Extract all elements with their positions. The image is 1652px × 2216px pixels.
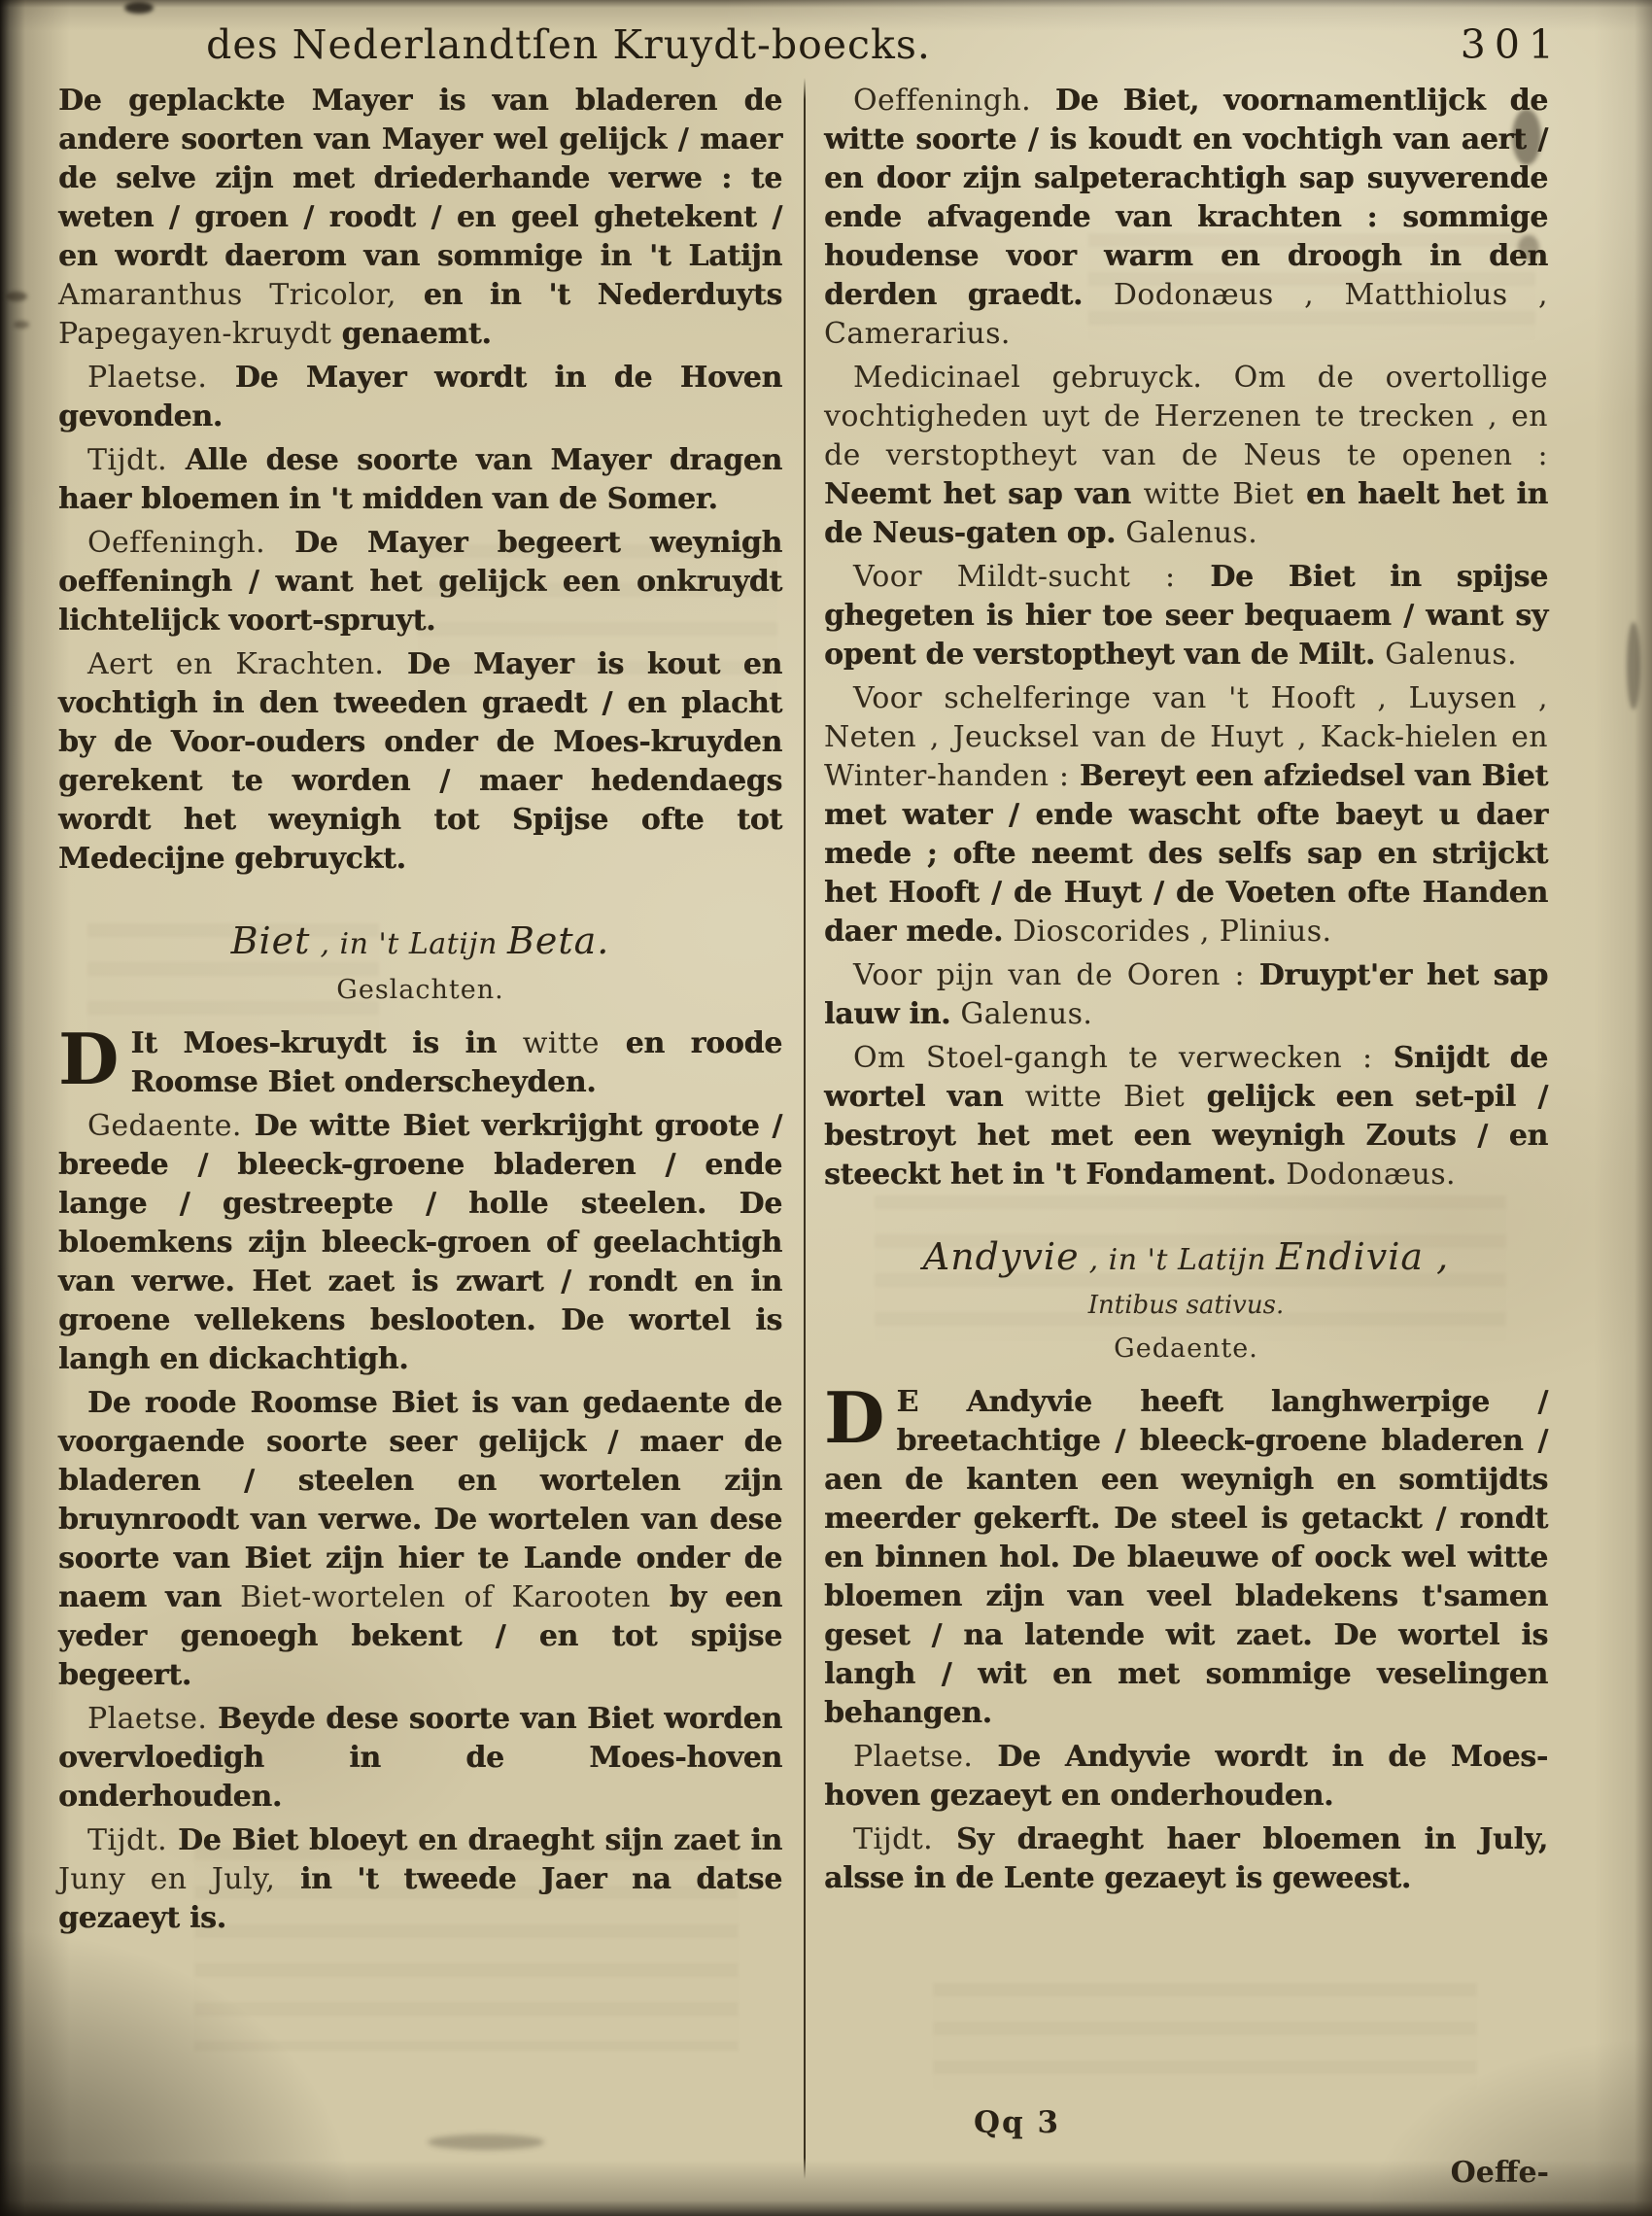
text-segment-bl: en in 't Nederduyts	[396, 278, 782, 312]
paragraph-remedy-mildt-sucht	[824, 558, 1548, 675]
text-segment-rom: Voor schelferinge van 't Hooft , Luysen , Neten , Jeucksel van de Huyt , Kack-hielen en Winter-handen :	[824, 681, 1548, 793]
text-segment-itlg: Biet	[230, 919, 311, 962]
text-segment-bl: by een yeder genoegh bekent / en tot spijse begeert.	[58, 1580, 783, 1692]
text-segment-itsm: , in 't Latijn	[310, 927, 507, 961]
text-segment-rom: Gedaente.	[87, 1109, 255, 1143]
text-segment-bl: De Biet, voornamentlijck de witte soorte / is koudt en vochtigh van aert / en door zijn salpeterachtigh sap suyverende ende afvagende van krachten : sommige houdense voor warm en droogh in den derden graedt.	[824, 84, 1549, 312]
text-segment-rom: Dioscorides , Plinius.	[1013, 915, 1332, 949]
text-segment-bl: E Andyvie heeft langhwerpige / breetachtige / bleeck-groene bladeren / aen de kanten een weynigh en somtijdts meerder gekerft. De steel is getackt / rondt en binnen hol. De blaeuwe of oock wel witte bloemen zijn van veel bladekens t'samen geset / na latende wit zaet. De wortel is langh / wit en met sommige veselingen behangen.	[824, 1385, 1548, 1730]
text-segment-bl: Druypt'er het sap lauw in.	[824, 958, 1548, 1031]
page-number: 301	[1460, 21, 1563, 68]
text-segment-rom: Dodonæus.	[1286, 1158, 1456, 1192]
text-segment-bl: en haelt het in de Neus-gaten op.	[824, 477, 1548, 550]
text-segment-rom: Tijdt.	[87, 443, 186, 477]
text-segment-rom: Voor pijn van de Ooren :	[853, 958, 1259, 992]
drop-cap-initial-d: D	[824, 1376, 885, 1459]
running-title: des Nederlandtſen Kruydt-boecks.	[206, 21, 931, 68]
text-segment-bl: genaemt.	[331, 317, 492, 351]
subheading-intibus-sativus: Intibus sativus.	[1087, 1291, 1285, 1320]
text-segment-bl: gelijck een set-pil / bestroyt het met een weynigh Zouts / en steeckt het in 't Fondament.	[824, 1080, 1548, 1192]
paragraph-mayer-tijdt	[58, 441, 782, 519]
subheading-geslachten: Geslachten.	[336, 975, 504, 1005]
subheading-gedaente: Gedaente.	[1114, 1333, 1258, 1364]
text-segment-bl: Alle dese soorte van Mayer dragen haer bloemen in 't midden van de Somer.	[58, 443, 782, 516]
text-segment-bl: Sy draeght haer bloemen in July, alsse in de Lente gezaeyt is geweest.	[824, 1822, 1548, 1895]
signature-mark: Qq 3	[974, 2105, 1061, 2140]
text-segment-rom: Biet-wortelen of Karooten	[240, 1580, 651, 1614]
text-segment-rom: Dodonæus , Matthiolus , Camerarius.	[824, 278, 1548, 351]
text-segment-bl: De Mayer begeert weynigh oeffeningh / want het gelijck een onkruydt lichtelijck voort-spruyt.	[58, 526, 782, 638]
chapter-heading-andyvie	[824, 1235, 1548, 1282]
paragraph-biet-oeffeningh	[824, 82, 1548, 354]
margin-ink-mark	[14, 321, 29, 329]
text-segment-rom: witte Biet	[1143, 477, 1294, 511]
text-segment-itlg: Endivia ,	[1276, 1235, 1450, 1278]
paragraph-remedy-ooren	[824, 956, 1548, 1034]
text-segment-bl: It Moes-kruydt is in	[130, 1026, 523, 1060]
paragraph-andyvie-gedaente	[824, 1376, 1548, 1733]
text-segment-rom: Galenus.	[1125, 516, 1258, 550]
paragraph-remedy-schelferinge	[824, 679, 1548, 952]
text-segment-bl: Bereyt een afziedsel van Biet met water / ende wascht ofte baeyt u daer mede ; ofte neemt des selfs sap en strijckt het Hooft / de Huyt / de Voeten ofte Handen daer mede.	[824, 759, 1548, 949]
text-segment-bl: De roode Roomse Biet is van gedaente de voorgaende soorte seer gelijck / maer de bladeren / steelen en wortelen zijn bruynroodt van verwe. De wortelen van dese soorte van Biet zijn hier te Lande onder de naem van	[58, 1386, 782, 1614]
text-segment-rom: Papegayen-kruydt	[58, 317, 332, 351]
text-segment-bl: en roode Roomse Biet onderscheyden.	[130, 1026, 782, 1099]
text-segment-rom: Amaranthus Tricolor,	[58, 278, 396, 312]
column-divider-rule	[804, 78, 806, 2179]
text-segment-rom: Tijdt.	[853, 1822, 956, 1856]
bleed-through-texture	[933, 1983, 1477, 2090]
text-segment-bl: Snijdt de wortel van	[824, 1041, 1548, 1114]
edge-mark	[1627, 622, 1640, 710]
text-segment-rom: Plaetse.	[87, 361, 235, 395]
text-segment-rom: Plaetse.	[853, 1740, 998, 1774]
paragraph-biet-medicinael-gebruyck	[824, 359, 1548, 553]
text-segment-itsm: , in 't Latijn	[1079, 1243, 1277, 1277]
text-segment-bl: De Biet bloeyt en draeght sijn zaet in	[177, 1823, 782, 1857]
text-segment-bl: De Mayer is kout en vochtigh in den tweeden graedt / en placht by de Voor-ouders onder de Moes-kruyden gerekent te worden / maer hedendaegs wordt het weynigh tot Spijse ofte tot Medecijne gebruyckt.	[58, 647, 782, 876]
text-segment-rom: Medicinael gebruyck. Om de overtollige vochtigheden uyt de Herzenen te trecken , en de verstoptheyt van de Neus te openen :	[824, 361, 1548, 472]
chapter-heading-biet	[58, 919, 782, 966]
text-segment-bl: De Andyvie wordt in de Moes-hoven gezaeyt en onderhouden.	[824, 1740, 1548, 1813]
text-segment-bl: De witte Biet verkrijght groote / breede / bleeck-groene bladeren / ende lange / gestreepte / holle steelen. De bloemkens zijn bleeck-groen of geelachtigh van verwe. Het zaet is zwart / rondt en in groene vellekens beslooten. De wortel is langh en dickachtigh.	[58, 1109, 782, 1376]
paragraph-biet-tijdt	[58, 1821, 782, 1938]
text-segment-rom: Tijdt.	[87, 1823, 178, 1857]
text-segment-rom: Juny en July,	[58, 1862, 276, 1896]
right-column	[824, 82, 1548, 1903]
paragraph-biet-plaetse	[58, 1700, 782, 1817]
text-segment-rom: Plaetse.	[87, 1702, 218, 1736]
paragraph-mayer-aert-en-krachten	[58, 645, 782, 879]
text-segment-rom: Galenus.	[1385, 638, 1518, 672]
paragraph-biet-gedaente	[58, 1107, 782, 1379]
paragraph-mayer-oeffeningh	[58, 524, 782, 641]
paragraph-andyvie-plaetse	[824, 1738, 1548, 1816]
drop-cap-initial-d: D	[58, 1018, 120, 1100]
text-segment-rom: Galenus.	[960, 997, 1093, 1031]
paragraph-biet-geslachten	[58, 1018, 782, 1102]
paragraph-text	[130, 1026, 782, 1099]
text-segment-rom: Om Stoel-gangh te verwecken :	[853, 1041, 1394, 1075]
text-segment-bl: De Mayer wordt in de Hoven gevonden.	[58, 361, 782, 433]
text-segment-bl: in 't tweede Jaer na datse gezaeyt is.	[58, 1862, 782, 1935]
left-column	[58, 82, 782, 1943]
paragraph-andyvie-tijdt	[824, 1820, 1548, 1898]
paragraph-text	[824, 1376, 1548, 1730]
text-segment-bl: De geplackte Mayer is van bladeren de andere soorten van Mayer wel gelijck / maer de selve zijn met driederhande verwe : te weten / groen / roodt / en geel ghetekent / en wordt daerom van sommige in 't Latijn	[58, 84, 782, 273]
text-segment-bl: Neemt het sap van	[824, 477, 1144, 511]
text-segment-bl: De Biet in spijse ghegeten is hier toe seer bequaem / want sy opent de verstoptheyt van de Milt.	[824, 560, 1548, 672]
text-segment-itlg: Andyvie	[922, 1235, 1080, 1278]
paper-stain	[124, 2, 154, 14]
paragraph-mayer-description	[58, 82, 782, 354]
text-segment-itlg: Beta.	[506, 919, 610, 962]
margin-ink-mark	[6, 292, 27, 301]
text-segment-rom: Aert en Krachten.	[87, 647, 407, 681]
paper-stain	[428, 2134, 544, 2150]
text-segment-rom: Oeffeningh.	[87, 526, 295, 560]
text-segment-rom: witte	[522, 1026, 600, 1060]
text-segment-rom: witte Biet	[1024, 1080, 1186, 1114]
catchword: Oeffe-	[1450, 2156, 1549, 2190]
text-segment-bl: Beyde dese soorte van Biet worden overvloedigh in de Moes-hoven onderhouden.	[58, 1702, 782, 1814]
paragraph-remedy-stoel-gangh	[824, 1039, 1548, 1195]
paragraph-biet-roode-roomse	[58, 1384, 782, 1695]
paragraph-mayer-plaetse	[58, 359, 782, 436]
text-segment-rom: Voor Mildt-sucht :	[853, 560, 1211, 594]
text-segment-rom: Oeffeningh.	[853, 84, 1055, 118]
